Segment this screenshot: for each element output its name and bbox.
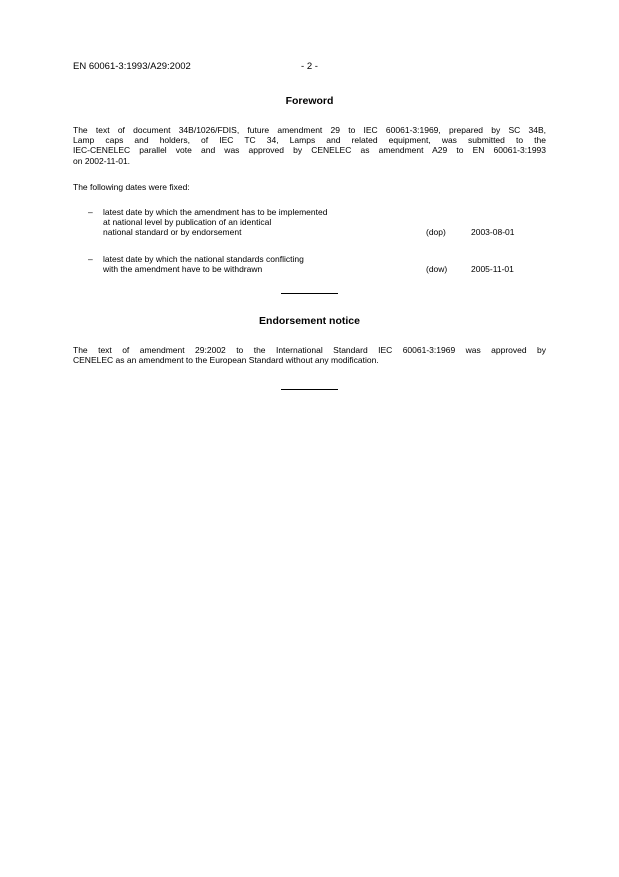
section-divider bbox=[281, 293, 338, 294]
list-dash: – bbox=[88, 207, 93, 217]
date-value: 2005-11-01 bbox=[471, 264, 514, 275]
description-line: latest date by which the national standards conflicting bbox=[103, 254, 304, 264]
foreword-paragraph-line: The text of document 34B/1026/FDIS, future amendment 29 to IEC 60061-3:1969, prepared by SC 34B, bbox=[73, 125, 546, 135]
date-abbreviation: (dow) bbox=[426, 264, 448, 275]
section-divider bbox=[281, 389, 338, 390]
endorsement-paragraph-line: The text of amendment 29:2002 to the International Standard IEC 60061-3:1969 was approved by bbox=[73, 345, 546, 355]
foreword-paragraph bbox=[73, 125, 546, 166]
description-line: with the amendment have to be withdrawn bbox=[103, 264, 263, 275]
date-item-description bbox=[103, 207, 403, 238]
dates-intro: The following dates were fixed: bbox=[73, 182, 190, 192]
date-item-dop bbox=[73, 207, 546, 238]
endorsement-paragraph-line: CENELEC as an amendment to the European Standard without any modification. bbox=[73, 355, 379, 366]
page-number: - 2 - bbox=[301, 61, 318, 72]
date-abbreviation: (dop) bbox=[426, 227, 446, 238]
description-line: national standard or by endorsement bbox=[103, 227, 242, 238]
description-line: at national level by publication of an identical bbox=[103, 217, 272, 228]
endorsement-paragraph bbox=[73, 345, 546, 365]
list-dash: – bbox=[88, 254, 93, 264]
foreword-paragraph-line: on 2002-11-01. bbox=[73, 155, 131, 166]
foreword-paragraph-line: IEC-CENELEC parallel vote and was approved by CENELEC as amendment A29 to EN 60061-3:1993 bbox=[73, 145, 546, 156]
endorsement-heading: Endorsement notice bbox=[259, 315, 360, 327]
document-identifier: EN 60061-3:1993/A29:2002 bbox=[73, 61, 191, 72]
description-line: latest date by which the amendment has to be implemented bbox=[103, 207, 328, 217]
foreword-paragraph-line: Lamp caps and holders, of IEC TC 34, Lamps and related equipment, was submitted to the bbox=[73, 135, 546, 146]
date-item-dow bbox=[73, 254, 546, 275]
foreword-heading: Foreword bbox=[285, 95, 334, 107]
date-value: 2003-08-01 bbox=[471, 227, 515, 238]
date-item-description bbox=[103, 254, 403, 274]
